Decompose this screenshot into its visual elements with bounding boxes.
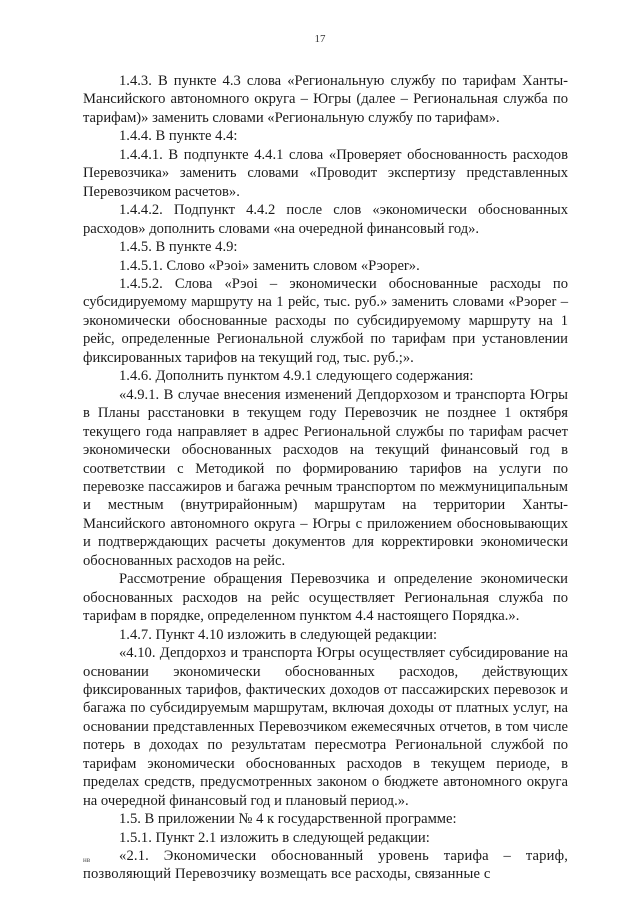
- paragraph: «2.1. Экономически обоснованный уровень тарифа – тариф, позволяющий Перевозчику возмещать все расходы, связанные с: [83, 848, 568, 883]
- paragraph: 1.4.3. В пункте 4.3 слова «Региональную службу по тарифам Ханты-Мансийского автономного округа – Югры (далее – Региональная служба по тарифам)» заменить словами «Региональную службу по тарифам».: [83, 73, 568, 126]
- paragraph: 1.4.5. В пункте 4.9:: [119, 239, 238, 256]
- document-body: [83, 72, 568, 884]
- paragraph: 1.4.4.1. В подпункте 4.4.1 слова «Проверяет обоснованность расходов Перевозчика» заменить словами «Проводит экспертизу представленных Перевозчиком расчетов».: [83, 146, 568, 200]
- paragraph: «4.9.1. В случае внесения изменений Депдорхозом и транспорта Югры в Планы расстановки в текущем году Перевозчик не позднее 1 октября текущего года направляет в адрес Региональной службы по тарифам расчет экономически обоснованных расходов на текущий финансовый год в соответствии с Методикой по формированию тарифов на услуги по перевозке пассажиров и багажа речным транспортом по межмуниципальным и местным (внутрирайонным) маршрутам на территории Ханты-Мансийского автономного округа – Югры с приложением обосновывающих и подтверждающих расчеты документов для корректировки экономически обоснованных расходов на рейс.: [83, 386, 568, 569]
- paragraph: Рассмотрение обращения Перевозчика и определение экономически обоснованных расходов на рейс осуществляет Региональная служба по тарифам в порядке, определенном пунктом 4.4 настоящего Порядка.».: [83, 571, 568, 625]
- paragraph: 1.4.4.2. Подпункт 4.4.2 после слов «экономически обоснованных расходов» дополнить словами «на очередной финансовый год».: [83, 202, 568, 237]
- paragraph: 1.5.1. Пункт 2.1 изложить в следующей редакции:: [119, 829, 430, 846]
- page-number: 17: [314, 33, 326, 45]
- paragraph: 1.4.6. Дополнить пунктом 4.9.1 следующего содержания:: [119, 368, 474, 385]
- paragraph: 1.4.7. Пункт 4.10 изложить в следующей редакции:: [119, 626, 438, 643]
- paragraph: «4.10. Депдорхоз и транспорта Югры осуществляет субсидирование на основании экономически обоснованных расходов, действующих фиксированных тарифов, фактических доходов от пассажирских перевозок и багажа по субсидируемым маршрутам, включая доходы от платных услуг, на основании представленных Перевозчиком ежемесячных отчетов, в том числе потерь в доходах по результатам пересмотра Региональной службой по тарифам экономически обоснованных расходов в текущем периоде, в пределах средств, предусмотренных законом о бюджете автономного округа на очередной финансовый год и плановый период.».: [83, 645, 568, 809]
- paragraph: 1.4.5.2. Слова «Рэоi – экономически обоснованные расходы по субсидируемому маршруту на 1 рейс, тыс. руб.» заменить словами «Рэоper – экономически обоснованные расходы по субсидируемому маршруту на 1 рейс, определенные Региональной службой по тарифам при установлении фиксированных тарифов на текущий год, тыс. руб.;».: [83, 275, 568, 366]
- paragraph: 1.5. В приложении № 4 к государственной программе:: [119, 811, 457, 828]
- paragraph: 1.4.5.1. Слово «Рэоi» заменить словом «Рэоper».: [119, 257, 420, 274]
- footer-initials: нв: [83, 856, 91, 864]
- paragraph: 1.4.4. В пункте 4.4:: [119, 128, 238, 145]
